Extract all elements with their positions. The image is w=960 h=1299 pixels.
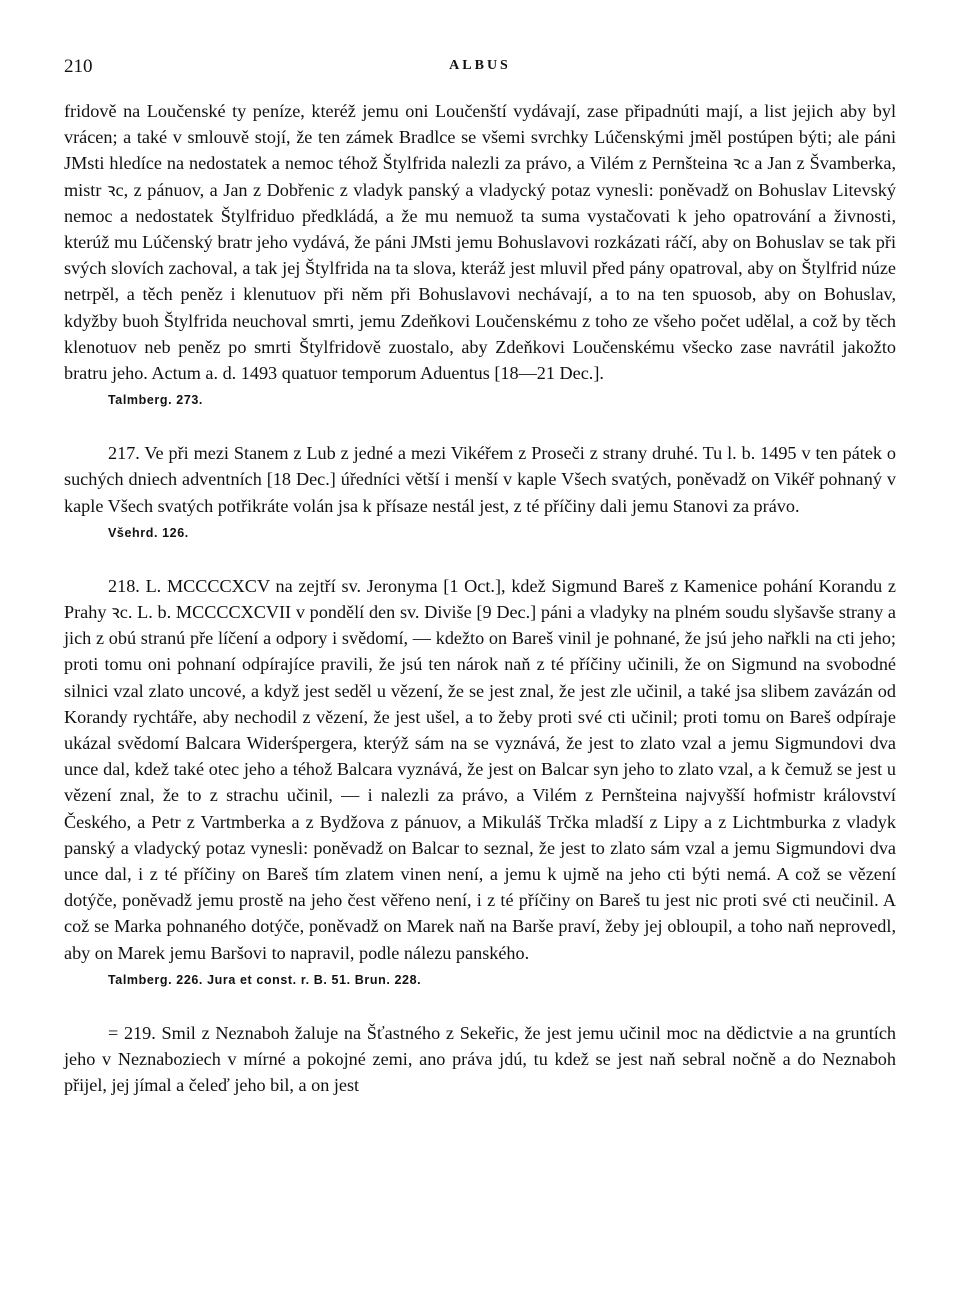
entry-219-text: = 219. Smil z Neznaboh žaluje na Šťastného z Sekeřic, že jest jemu učinil moc na dědictvie a na gruntích jeho v Neznaboziech v mírné a pokojné zemi, ano práva jdú, tu kdež se jest naň sebral nočně a do Neznaboh přijel, jej jímal a čeleď jeho bil, a on jest: [64, 1022, 896, 1096]
entry-217-source: Všehrd. 126.: [108, 525, 189, 540]
running-title: ALBUS: [449, 58, 511, 73]
entry-218-source: Talmberg. 226. Jura et const. r. B. 51. Brun. 228.: [108, 972, 422, 987]
entry-216-text: fridově na Loučenské ty peníze, kteréž jemu oni Loučenští vydávají, zase připadnúti mají, a list jejich aby byl vrácen; a také v smlouvě stojí, že ten zámek Bradlce se všemi svrchky Lúčenskými jměl postúpen býti; ale páni JMsti hledíce na nedostatek a nemoc téhož Štylfrida nalezli za právo, a Vilém z Pernšteina ꝛc a Jan z Švamberka, mistr ꝛc, z pánuov, a Jan z Dobřenic z vladyk panský a vladycký potaz vynesli: poněvadž on Bohuslav Litevský nemoc a nedostatek Štylfriduo předkládá, a že mu nemuož ta suma vystačovati k jeho opatrování a živnosti, kterúž mu Lúčenský bratr jeho vydává, že páni JMsti jemu Bohuslavovi rozkázati ráčí, aby on Bohuslav se tak při svých slovích zachoval, a tak jej Štylfrida na ta slova, kteráž jest mluvil před pány opatroval, aby on Štylfrid núze netrpěl, a těch peněz i klenutuov při něm při Bohuslavovi nechávají, a to na ten spuosob, aby on Bohuslav, kdyžby buoh Štylfrida neuchoval smrti, jemu Zdeňkovi Loučenskému z toho ze všeho počet udělal, a což by těch klenotuov neb peněz po smrti Štylfridově zuostalo, aby Zdeňkovi Loučenskému všecko zase navrátil jakožto bratru jeho. Actum a. d. 1493 quatuor temporum Aduentus [18—21 Dec.].: [64, 101, 896, 384]
entry-217-text: 217. Ve při mezi Stanem z Lub z jedné a mezi Vikéřem z Proseči z strany druhé. Tu l. b. 1495 v ten pátek o suchých dniech adventních [18 Dec.] úředníci větší i menší v kaple Všech svatých, poněvadž on Vikéř pohnaný v kaple Všech svatých potřikráte volán jsa k přísaze nestál jest, z té příčiny dali jemu Stanovi za právo.: [64, 443, 896, 516]
entry-218-text: 218. L. MCCCCXCV na zejtří sv. Jeronyma [1 Oct.], kdež Sigmund Bareš z Kamenice pohání Korandu z Prahy ꝛc. L. b. MCCCCXCVII v pondělí den sv. Diviše [9 Dec.] páni a vladyky na plném soudu slyšavše strany a jich z obú stranú pře líčení a odpory i svědomí, — kdežto on Bareš vinil je pohnané, že jsú jeho nařkli na cti jeho; proti tomu oni pohnaní odpírajíce pravili, že jsú ten nárok naň z té příčiny učinili, že on Sigmund na svobodné silnici vzal zlato uncové, a když jest seděl u vězení, že se jest znal, že jest zle učinil, a také jsa slibem zavázán od Korandy rychtáře, aby nechodil z vězení, že jest ušel, a to žeby proti své cti učinil; proti tomu on Bareš odpíraje ukázal svědomí Balcara Widerśpergera, kterýž sám na se vyznává, že jest to zlato vzal a jemu Sigmundovi dva unce dal, kdež také otec jeho a téhož Balcara vyznává, že jest on Balcar syn jeho to zlato vzal, a k čemuž se jest u vězení znal, že to z strachu učinil, — i nalezli za právo, a Vilém z Pernšteina najvyšší hofmistr království Českého, a Petr z Vartmberka a z Bydžova z pánuov, a Mikuláš Trčka mladší z Lipy a z Lichtmburka z vladyk panský a vladycký potaz vynesli: poněvadž on Balcar to seznal, že jest to zlato sám vzal a jemu Sigmundovi dva unce dal, i z té příčiny on Bareš tím zlatem vinen není, a jemu k ujmě na jeho cti býti nemá. A což se vězení dotýče, poněvadž jemu prostě na jeho čest věřeno není, i z té příčiny on Bareš tu jest nic proti své cti neučinil. A což se Marka pohnaného dotýče, poněvadž on Marek naň na Barše praví, žeby jej obloupil, a toho naň neprovedl, aby on Marek jemu Baršovi to napravil, podle nálezu panského.: [64, 575, 896, 963]
page-number: 210: [64, 56, 93, 77]
entry-216-source: Talmberg. 273.: [108, 393, 204, 408]
page-body: [64, 98, 896, 1099]
page-header: [64, 56, 896, 86]
